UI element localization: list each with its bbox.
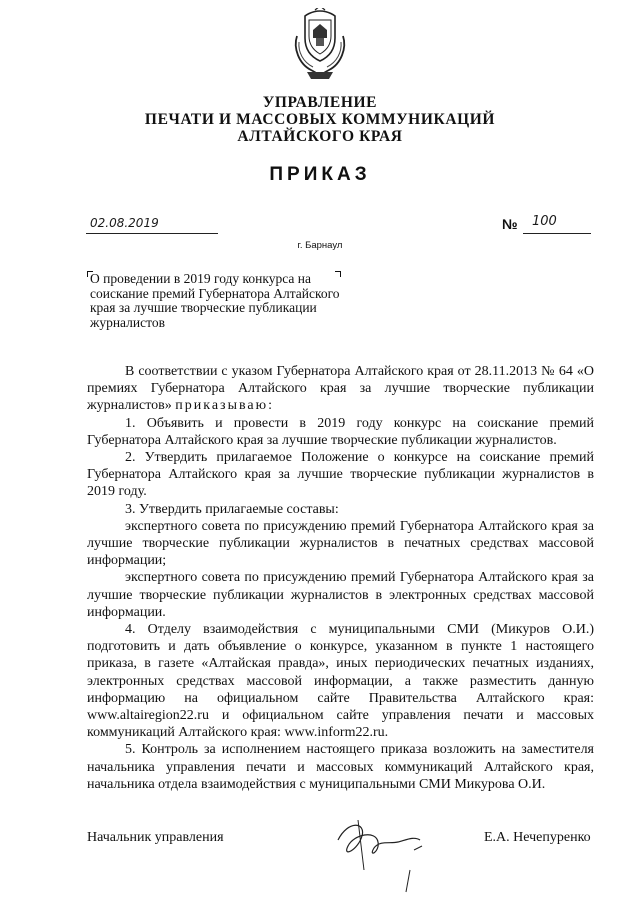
subject-heading: О проведении в 2019 году конкурса на соискание премий Губернатора Алтайского края за лучшие творческие публикации журналистов <box>90 271 340 330</box>
signer-name: Е.А. Нечепуренко <box>484 830 591 845</box>
document-body <box>87 363 594 793</box>
paragraph-3: 3. Утвердить прилагаемые составы: <box>125 501 339 517</box>
preamble-text: В соответствии с указом Губернатора Алтайского края от 28.11.2013 № 64 «О премиях Губернатора Алтайского края за лучшие творческие публикации журналистов» <box>87 364 594 414</box>
paragraph-5: 5. Контроль за исполнением настоящего приказа возложить на заместителя начальника управления печати и массовых коммуникаций Алтайского края, начальника отдела взаимодействия с муниципальными СМИ Микурова О.И. <box>87 742 594 792</box>
document-number: 100 <box>532 214 557 229</box>
paragraph-3a: экспертного совета по присуждению премий Губернатора Алтайского края за лучшие творческие публикации журналистов в печатных средствах массовой информации; <box>87 518 594 569</box>
preamble-paragraph <box>87 363 594 415</box>
number-sign: № <box>502 216 518 232</box>
signer-position: Начальник управления <box>87 830 224 845</box>
header-line-1: УПРАВЛЕНИЕ <box>262 94 378 111</box>
order-word: приказываю: <box>175 398 274 414</box>
city: г. Барнаул <box>297 240 343 251</box>
coat-of-arms-icon <box>289 8 351 84</box>
header-line-2: ПЕЧАТИ И МАССОВЫХ КОММУНИКАЦИЙ <box>144 111 496 128</box>
document-date: 02.08.2019 <box>90 216 159 230</box>
paragraph-3b: экспертного совета по присуждению премий Губернатора Алтайского края за лучшие творческие публикации журналистов в электронных средствах массовой информации. <box>87 570 594 620</box>
header-line-3: АЛТАЙСКОГО КРАЯ <box>237 128 403 145</box>
paragraph-4: 4. Отделу взаимодействия с муниципальными СМИ (Микуров О.И.) подготовить и дать объявление о конкурсе, указанном в пункте 1 настоящего приказа, в газете «Алтайская правда», иных периодических печатных изданиях, электронных средствах массовой информации, а также разместить данную информацию на официальном сайте Правительства Алтайского края: www.altairegion22.ru и официальном сайте управления печати и массовых коммуникаций Алтайского края: www.inform22.ru. <box>87 622 594 741</box>
signature-icon <box>318 800 438 896</box>
paragraph-1: 1. Объявить и провести в 2019 году конкурс на соискание премий Губернатора Алтайского края за лучшие творческие публикации журналистов. <box>87 415 594 448</box>
paragraph-2: 2. Утвердить прилагаемое Положение о конкурсе на соискание премий Губернатора Алтайского края за лучшие творческие публикации журналистов в 2019 году. <box>87 450 594 500</box>
number-underline <box>523 233 591 234</box>
document-title: ПРИКАЗ <box>269 164 371 185</box>
date-underline <box>86 233 218 234</box>
